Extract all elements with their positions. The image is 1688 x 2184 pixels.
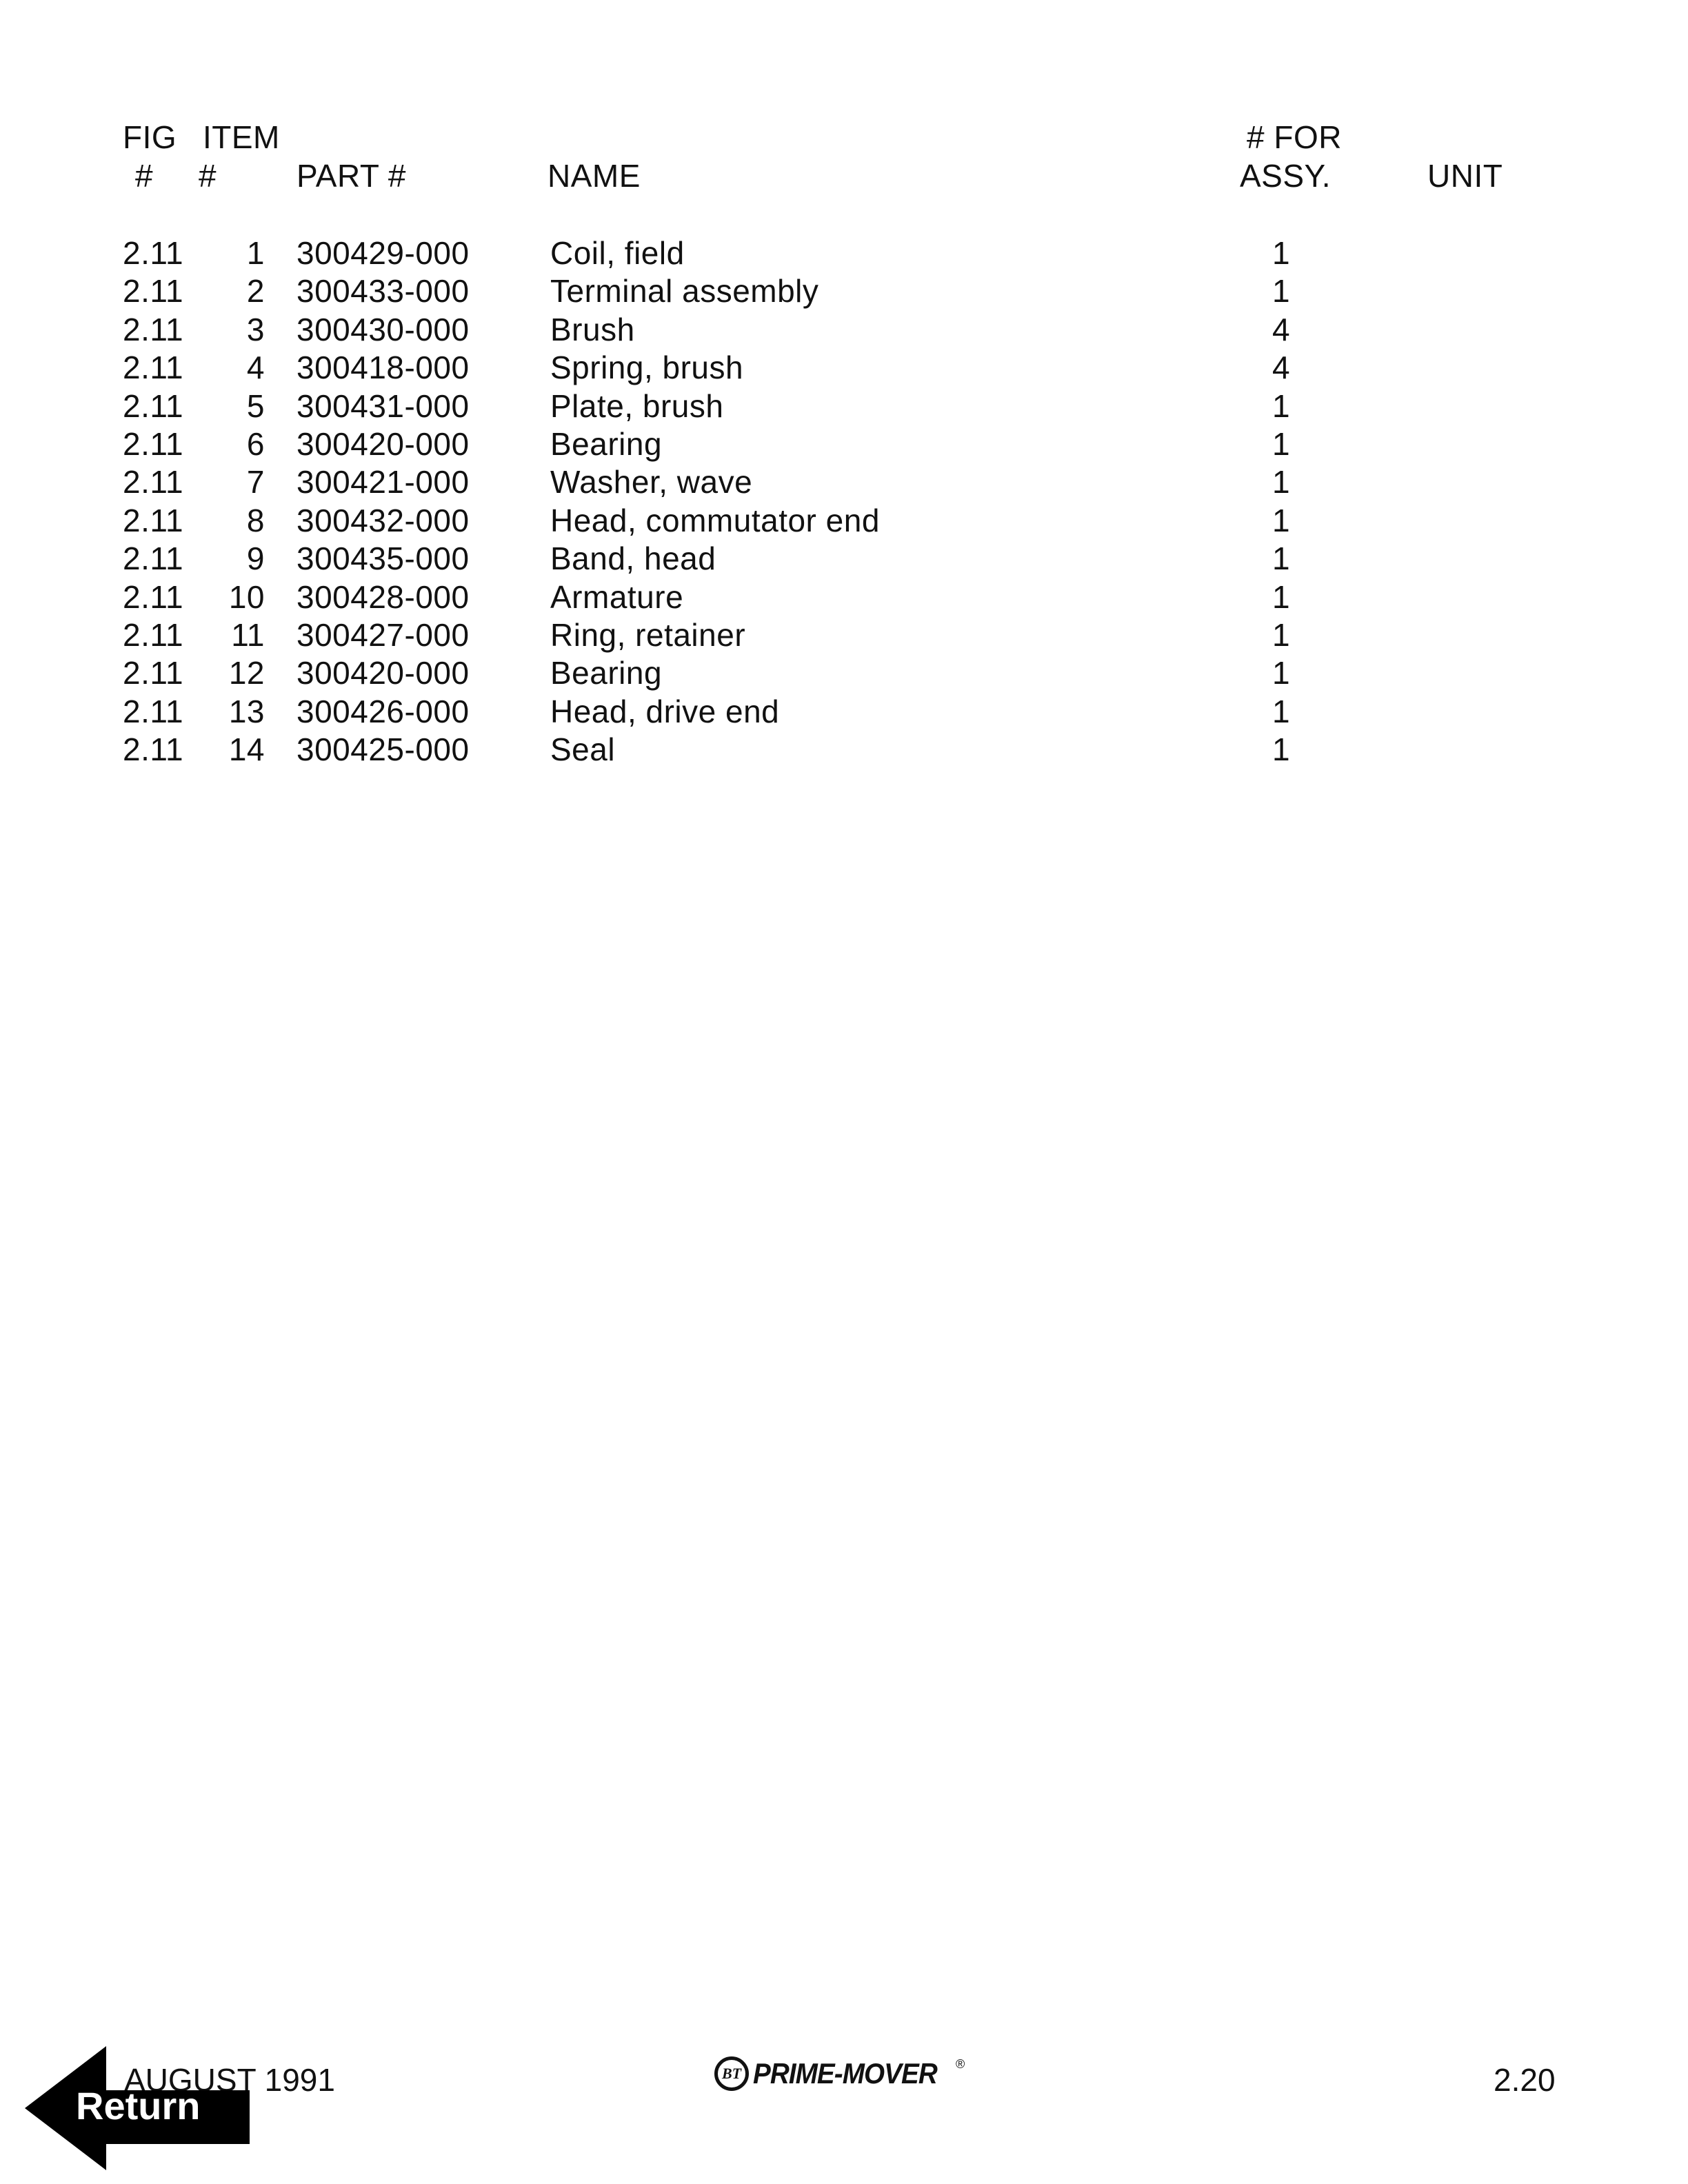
- fig-number: 2.11: [123, 273, 184, 309]
- return-button-label: Return: [76, 2084, 201, 2127]
- item-number: 8: [246, 503, 265, 538]
- part-number: 300420-000: [297, 426, 470, 462]
- part-number: 300429-000: [297, 235, 470, 271]
- part-number: 300426-000: [297, 694, 470, 729]
- table-row: [0, 349, 1688, 387]
- quantity-for-assembly: 4: [1272, 312, 1291, 347]
- table-row: [0, 693, 1688, 731]
- header-assy-label: ASSY.: [1240, 158, 1332, 194]
- part-number: 300418-000: [297, 350, 470, 385]
- fig-number: 2.11: [123, 426, 184, 462]
- part-number: 300433-000: [297, 273, 470, 309]
- table-row: [0, 425, 1688, 464]
- table-row: [0, 502, 1688, 540]
- quantity-for-assembly: 1: [1272, 579, 1291, 615]
- fig-number: 2.11: [123, 617, 184, 653]
- table-row: [0, 311, 1688, 350]
- item-number: 6: [246, 426, 265, 462]
- quantity-for-assembly: 1: [1272, 503, 1291, 538]
- quantity-for-assembly: 1: [1272, 235, 1291, 271]
- part-number: 300431-000: [297, 388, 470, 424]
- fig-number: 2.11: [123, 464, 184, 500]
- bt-logo-icon: BT: [714, 2056, 749, 2091]
- item-number: 11: [231, 617, 265, 653]
- quantity-for-assembly: 1: [1272, 426, 1291, 462]
- quantity-for-assembly: 1: [1272, 617, 1291, 653]
- part-name: Coil, field: [550, 235, 685, 271]
- table-row: [0, 463, 1688, 502]
- fig-number: 2.11: [123, 731, 184, 767]
- prime-mover-logo: [714, 2054, 965, 2093]
- part-name: Head, drive end: [550, 694, 780, 729]
- fig-number: 2.11: [123, 694, 184, 729]
- part-name: Seal: [550, 731, 616, 767]
- quantity-for-assembly: 1: [1272, 694, 1291, 729]
- part-number: 300427-000: [297, 617, 470, 653]
- quantity-for-assembly: 4: [1272, 350, 1291, 385]
- item-number: 12: [228, 655, 265, 691]
- part-name: Plate, brush: [550, 388, 724, 424]
- fig-number: 2.11: [123, 579, 184, 615]
- fig-number: 2.11: [123, 388, 184, 424]
- part-number: 300435-000: [297, 540, 470, 576]
- header-name: NAME: [547, 158, 641, 194]
- part-number: 300421-000: [297, 464, 470, 500]
- registered-mark: ®: [956, 2057, 965, 2071]
- part-name: Band, head: [550, 540, 716, 576]
- fig-number: 2.11: [123, 350, 184, 385]
- item-number: 5: [246, 388, 265, 424]
- header-item-label: ITEM: [203, 119, 280, 155]
- part-name: Washer, wave: [550, 464, 753, 500]
- part-name: Spring, brush: [550, 350, 744, 385]
- part-number: 300425-000: [297, 731, 470, 767]
- header-fig-label: FIG: [123, 119, 177, 155]
- table-row: [0, 387, 1688, 426]
- header-for-label: # FOR: [1247, 119, 1342, 155]
- part-name: Brush: [550, 312, 635, 347]
- quantity-for-assembly: 1: [1272, 540, 1291, 576]
- header-unit: UNIT: [1427, 158, 1503, 194]
- table-row: [0, 540, 1688, 578]
- item-number: 13: [228, 694, 265, 729]
- fig-number: 2.11: [123, 655, 184, 691]
- part-name: Bearing: [550, 426, 663, 462]
- fig-number: 2.11: [123, 312, 184, 347]
- footer-date: AUGUST 1991: [124, 2062, 335, 2098]
- fig-number: 2.11: [123, 540, 184, 576]
- item-number: 10: [228, 579, 265, 615]
- part-name: Head, commutator end: [550, 503, 880, 538]
- quantity-for-assembly: 1: [1272, 388, 1291, 424]
- item-number: 14: [228, 731, 265, 767]
- quantity-for-assembly: 1: [1272, 464, 1291, 500]
- part-number: 300430-000: [297, 312, 470, 347]
- table-row: [0, 654, 1688, 693]
- item-number: 1: [246, 235, 265, 271]
- part-number: 300432-000: [297, 503, 470, 538]
- header-fig-number: #: [135, 158, 154, 194]
- part-number: 300420-000: [297, 655, 470, 691]
- quantity-for-assembly: 1: [1272, 273, 1291, 309]
- page-number: 2.20: [1494, 2062, 1556, 2098]
- part-name: Armature: [550, 579, 684, 615]
- table-row: [0, 234, 1688, 273]
- item-number: 7: [246, 464, 265, 500]
- fig-number: 2.11: [123, 235, 184, 271]
- part-name: Terminal assembly: [550, 273, 819, 309]
- part-name: Ring, retainer: [550, 617, 746, 653]
- header-part-number: PART #: [297, 158, 406, 194]
- part-number: 300428-000: [297, 579, 470, 615]
- header-item-number: #: [199, 158, 217, 194]
- return-button[interactable]: [25, 2046, 257, 2170]
- table-row: [0, 272, 1688, 311]
- item-number: 9: [246, 540, 265, 576]
- part-name: Bearing: [550, 655, 663, 691]
- fig-number: 2.11: [123, 503, 184, 538]
- item-number: 2: [246, 273, 265, 309]
- item-number: 4: [246, 350, 265, 385]
- table-row: [0, 578, 1688, 617]
- table-row: [0, 731, 1688, 769]
- quantity-for-assembly: 1: [1272, 731, 1291, 767]
- table-row: [0, 616, 1688, 655]
- quantity-for-assembly: 1: [1272, 655, 1291, 691]
- logo-text: PRIME-MOVER: [753, 2057, 937, 2090]
- item-number: 3: [246, 312, 265, 347]
